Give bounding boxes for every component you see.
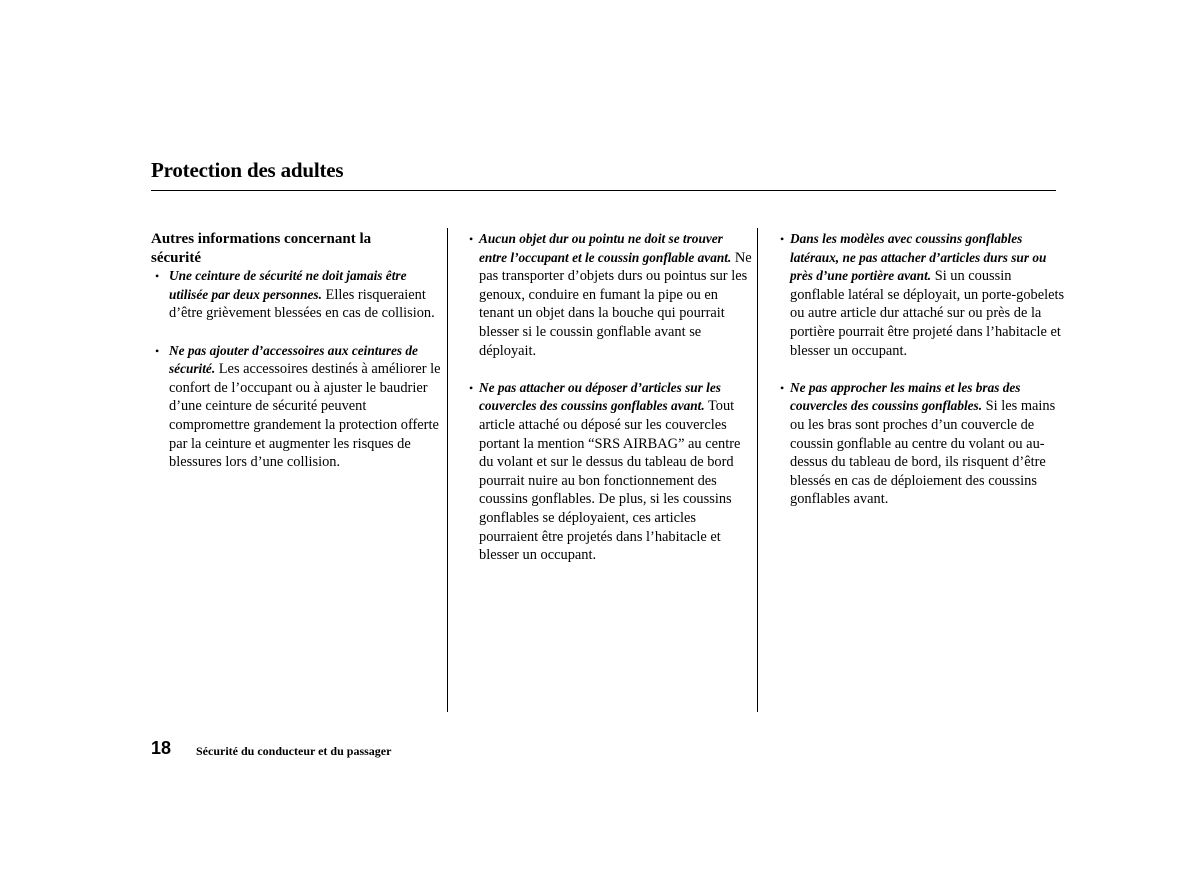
page-number: 18 [151,738,172,758]
bullet-item [151,267,441,323]
bullet-icon: • [155,343,160,358]
bullet-lead: Ne pas ajouter d’accessoires aux ceintures de sécurité. [169,342,418,377]
bullet-item [464,379,754,565]
bullet-body: Si un coussin gonflable latéral se déployait, un porte-gobelets ou autre article dur attaché sur ou près de la portière pourrait être projeté dans l’habitacle et blesser un occupant. [790,268,1065,359]
bullet-lead: Dans les modèles avec coussins gonflables latéraux, ne pas attacher d’articles durs sur ou près d’une portière avant. [790,231,1047,284]
bullet-icon: • [469,232,474,246]
bullet-lead: Aucun objet dur ou pointu ne doit se trouver entre l’occupant et le coussin gonflable avant. [479,231,732,265]
bullet-icon: • [780,380,785,395]
page-title: Protection des adultes [151,158,344,182]
bullet-icon: • [780,232,785,246]
title-rule [151,190,1056,191]
column-divider-1 [447,228,448,712]
section-heading: Autres informations concernant la sécurité [151,231,372,266]
bullet-item [464,230,754,360]
column-2 [464,230,754,583]
bullet-lead: Ne pas approcher les mains et les bras des couvercles des coussins gonflables. [790,379,1021,414]
bullet-body: Elles risqueraient d’être grièvement blessées en cas de collision. [169,286,435,322]
bullet-item [151,342,441,472]
bullet-lead: Une ceinture de sécurité ne doit jamais être utilisée par deux personnes. [169,268,407,302]
bullet-item [775,230,1065,360]
bullet-body: Tout article attaché ou déposé sur les couvercles portant la mention “SRS AIRBAG” au centre du volant et sur le dessus du tableau de bord pourrait nuire au bon fonctionnement des coussins gonflables. De plus, si les coussins gonflables se déployaient, ces articles pourraient être projetés dans l’habitacle et blesser un occupant. [479,398,741,564]
footer-section-title: Sécurité du conducteur et du passager [196,744,392,758]
column-1 [151,230,441,490]
column-divider-2 [757,228,758,712]
bullet-item [775,379,1065,509]
bullet-icon: • [469,380,474,395]
bullet-body: Ne pas transporter d’objets durs ou pointus sur les genoux, conduire en fumant la pipe ou en tenant un objet dans la bouche qui pourrait blesser si le coussin gonflable avant se déployait. [479,249,752,359]
column-3 [775,230,1065,528]
bullet-body: Si les mains ou les bras sont proches d’un couvercle de coussin gonflable au centre du volant ou au-dessus du tableau de bord, ils risquent d’être blessés en cas de déploiement des coussins gonflables avant. [790,398,1056,508]
bullet-icon: • [155,269,160,284]
bullet-lead: Ne pas attacher ou déposer d’articles sur les couvercles des coussins gonflables avant. [479,379,721,414]
bullet-body: Les accessoires destinés à améliorer le confort de l’occupant ou à ajuster le baudrier d’une ceinture de sécurité peuvent compromettre grandement la protection offerte par la ceinture et augmenter les risques de blessures lors d’une collision. [169,361,441,471]
